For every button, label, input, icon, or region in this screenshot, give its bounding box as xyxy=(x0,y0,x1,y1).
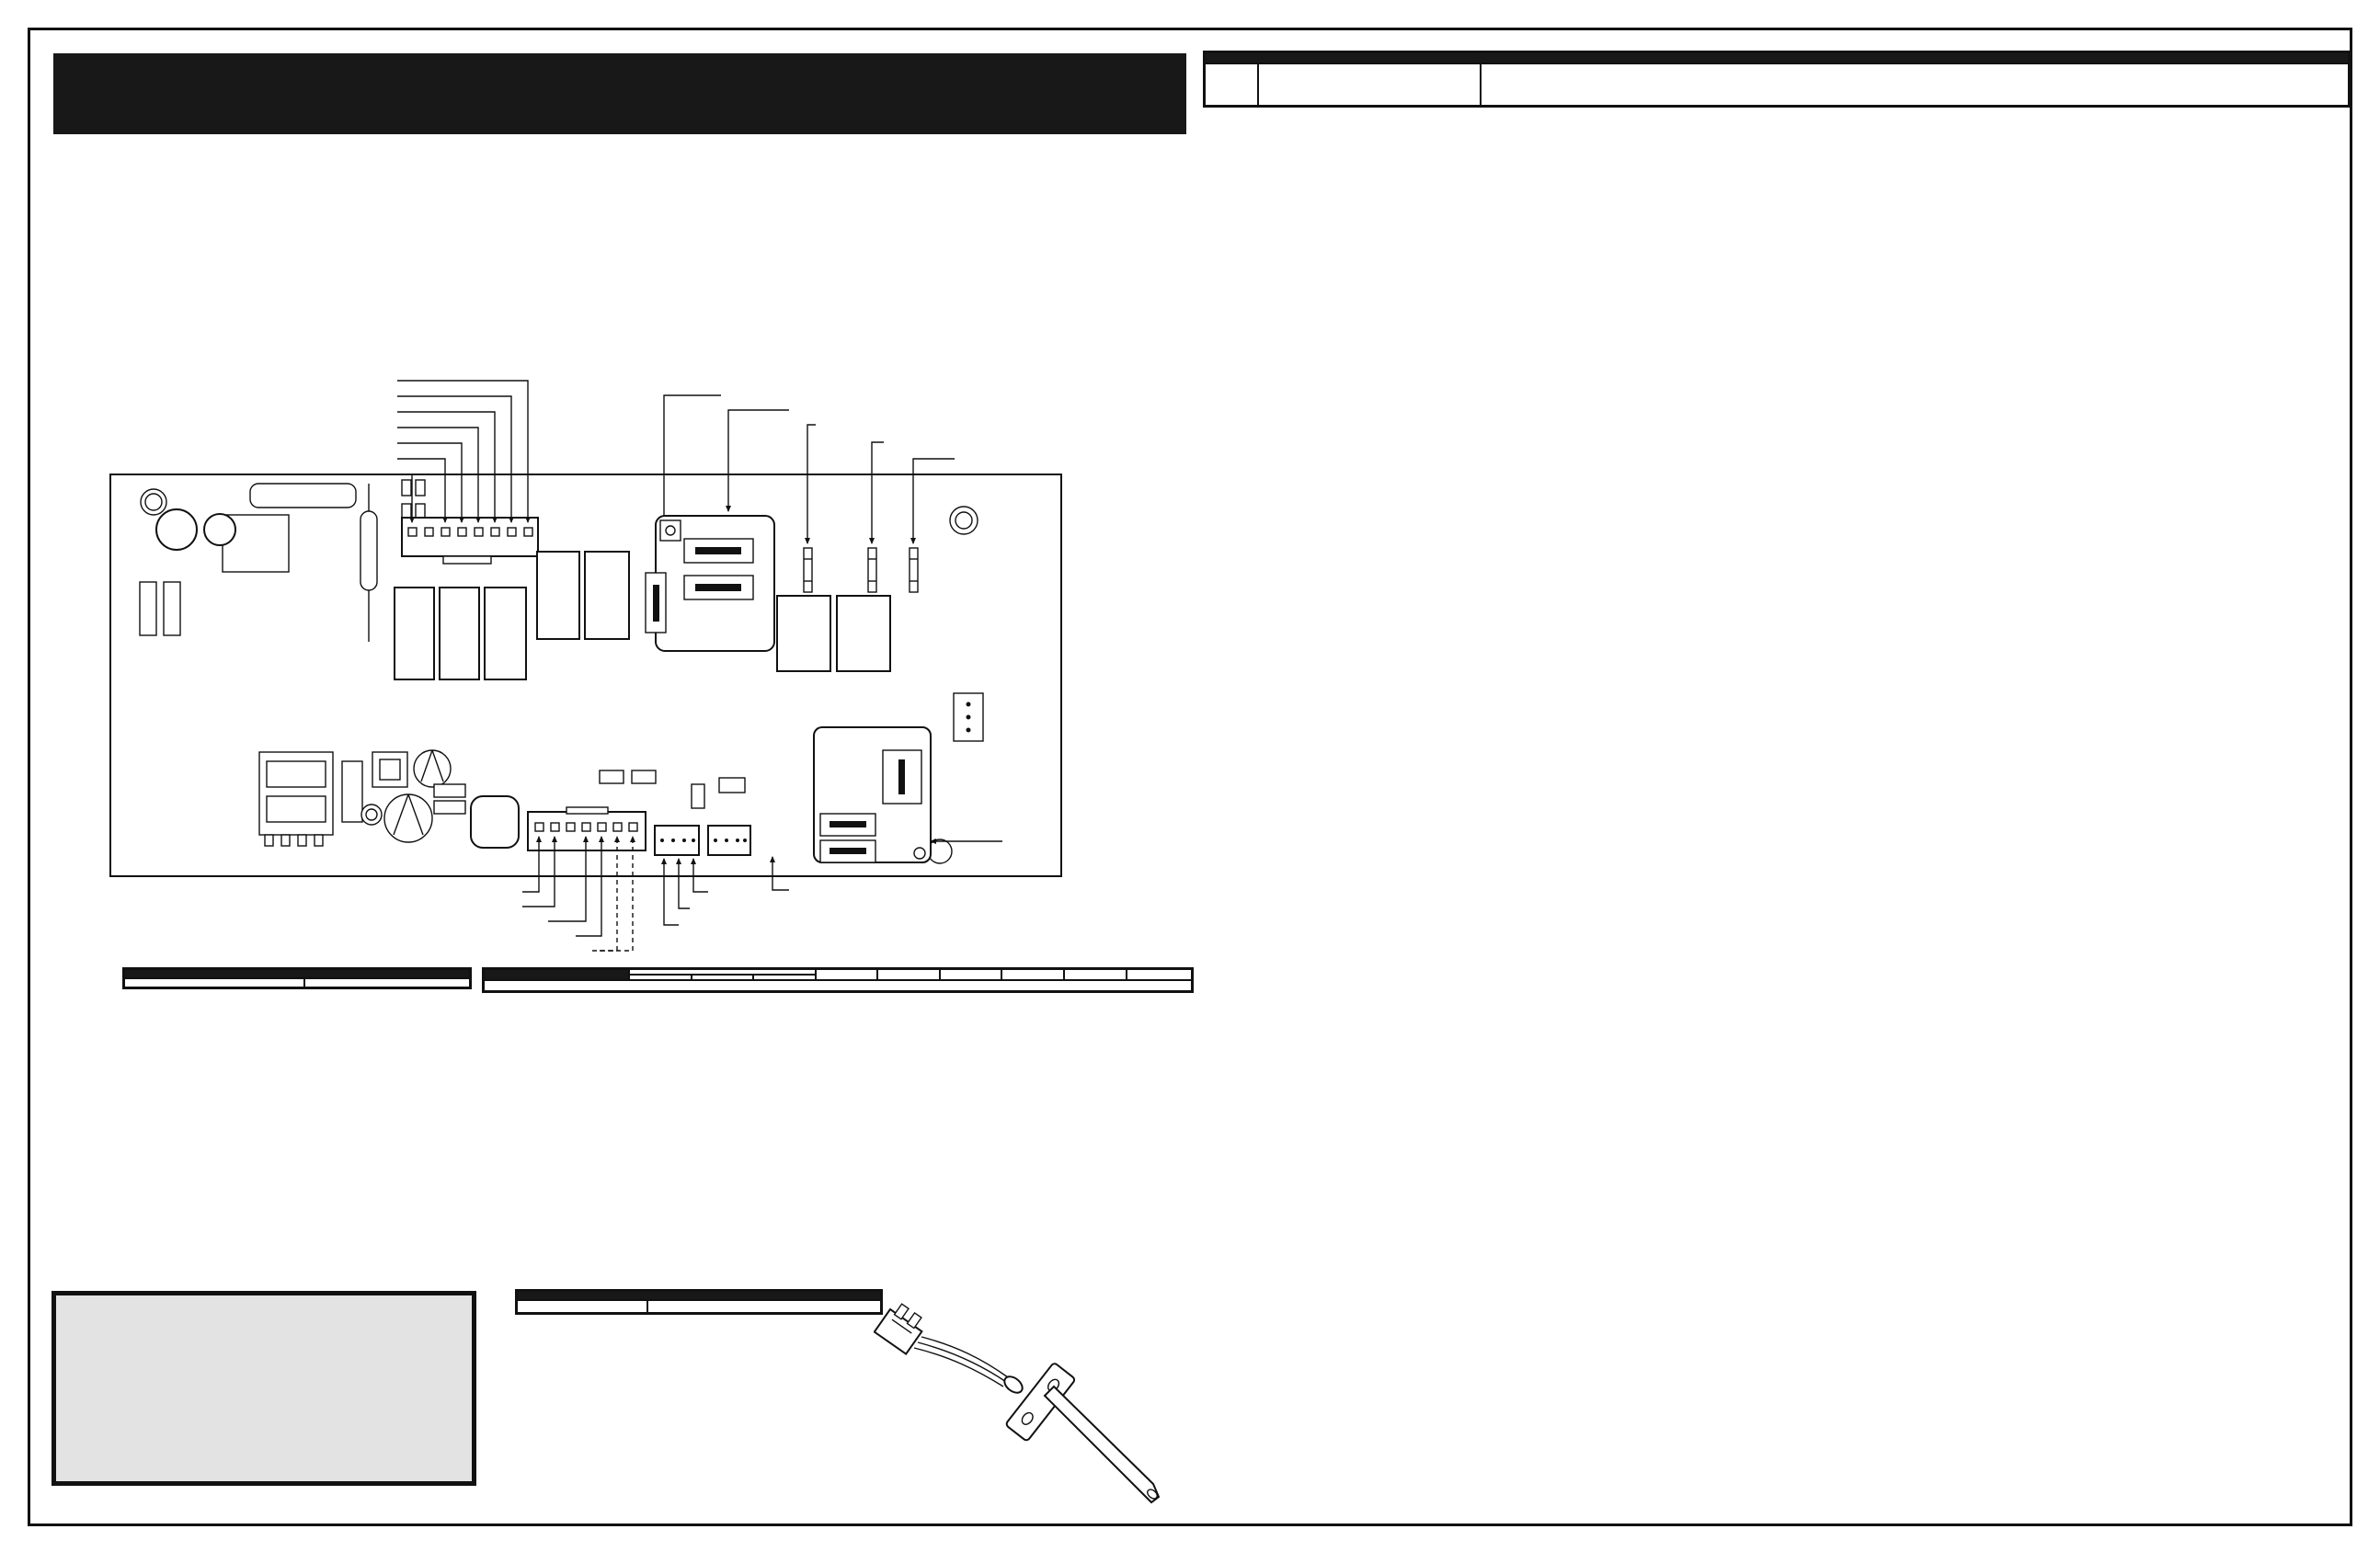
meat-col-temperature xyxy=(517,1300,648,1314)
matrix-col-light xyxy=(877,969,940,981)
connector-macs1 xyxy=(655,826,699,855)
relay-k6 xyxy=(440,588,479,679)
connector-j6 xyxy=(804,548,812,592)
circuit-board-diagram xyxy=(85,366,1161,964)
fault-col-description xyxy=(1258,63,1481,107)
connector-j7 xyxy=(868,548,876,592)
probe-connector-icon xyxy=(875,1300,928,1353)
connector-j8 xyxy=(402,518,538,564)
matrix-notes xyxy=(484,980,1193,992)
rtd-col-temperature xyxy=(124,978,304,988)
probe-wires xyxy=(914,1337,1008,1387)
meat-probe-table xyxy=(515,1289,883,1315)
intro-section xyxy=(53,151,1188,166)
matrix-col-conv-fan xyxy=(1001,969,1064,981)
rtd-probe-svg xyxy=(874,1289,1186,1546)
fault-col-code xyxy=(1205,63,1258,107)
intro-left-column xyxy=(53,151,605,166)
probe-shaft xyxy=(1045,1387,1159,1502)
meat-col-resistance xyxy=(647,1300,881,1314)
relay-k8 xyxy=(395,588,434,679)
relay-k13 xyxy=(585,552,629,639)
connector-macs2 xyxy=(708,826,750,855)
matrix-col-cooling-fan xyxy=(940,969,1002,981)
fault-code-table xyxy=(1203,51,2351,108)
matrix-col-door-motor xyxy=(816,969,878,981)
intro-right-column xyxy=(631,151,1188,166)
rtd-title-bar xyxy=(124,969,471,979)
connector-j2 xyxy=(528,807,646,850)
relay-k1-dlb xyxy=(646,516,774,651)
relay-k2 xyxy=(837,596,890,671)
inductor-l3 xyxy=(156,509,197,550)
fault-col-action xyxy=(1481,63,2350,107)
rtd-scale-table xyxy=(122,967,472,989)
relay-k7 xyxy=(537,552,579,639)
matrix-col-dlb xyxy=(1127,969,1193,981)
circuit-analysis-matrix xyxy=(482,967,1194,993)
oven-relay-board-svg xyxy=(85,366,1161,964)
important-bag-notice xyxy=(51,1291,476,1486)
rtd-probe-illustration xyxy=(874,1289,1186,1546)
connector-j11 xyxy=(954,693,983,741)
rtd-col-resistance xyxy=(304,978,471,988)
sheet-header xyxy=(53,53,1186,134)
relay-k7-broil xyxy=(814,727,931,862)
matrix-col-door-switch xyxy=(1064,969,1127,981)
probe-crimp xyxy=(1001,1374,1025,1397)
matrix-corner xyxy=(484,969,630,981)
meat-probe-title xyxy=(517,1291,882,1301)
connector-j5 xyxy=(910,548,918,592)
relay-k5 xyxy=(485,588,526,679)
fault-table-title xyxy=(1205,52,2350,64)
inductor-l1 xyxy=(204,514,235,545)
relay-k1 xyxy=(777,596,830,671)
inductor-l2 xyxy=(471,796,519,848)
